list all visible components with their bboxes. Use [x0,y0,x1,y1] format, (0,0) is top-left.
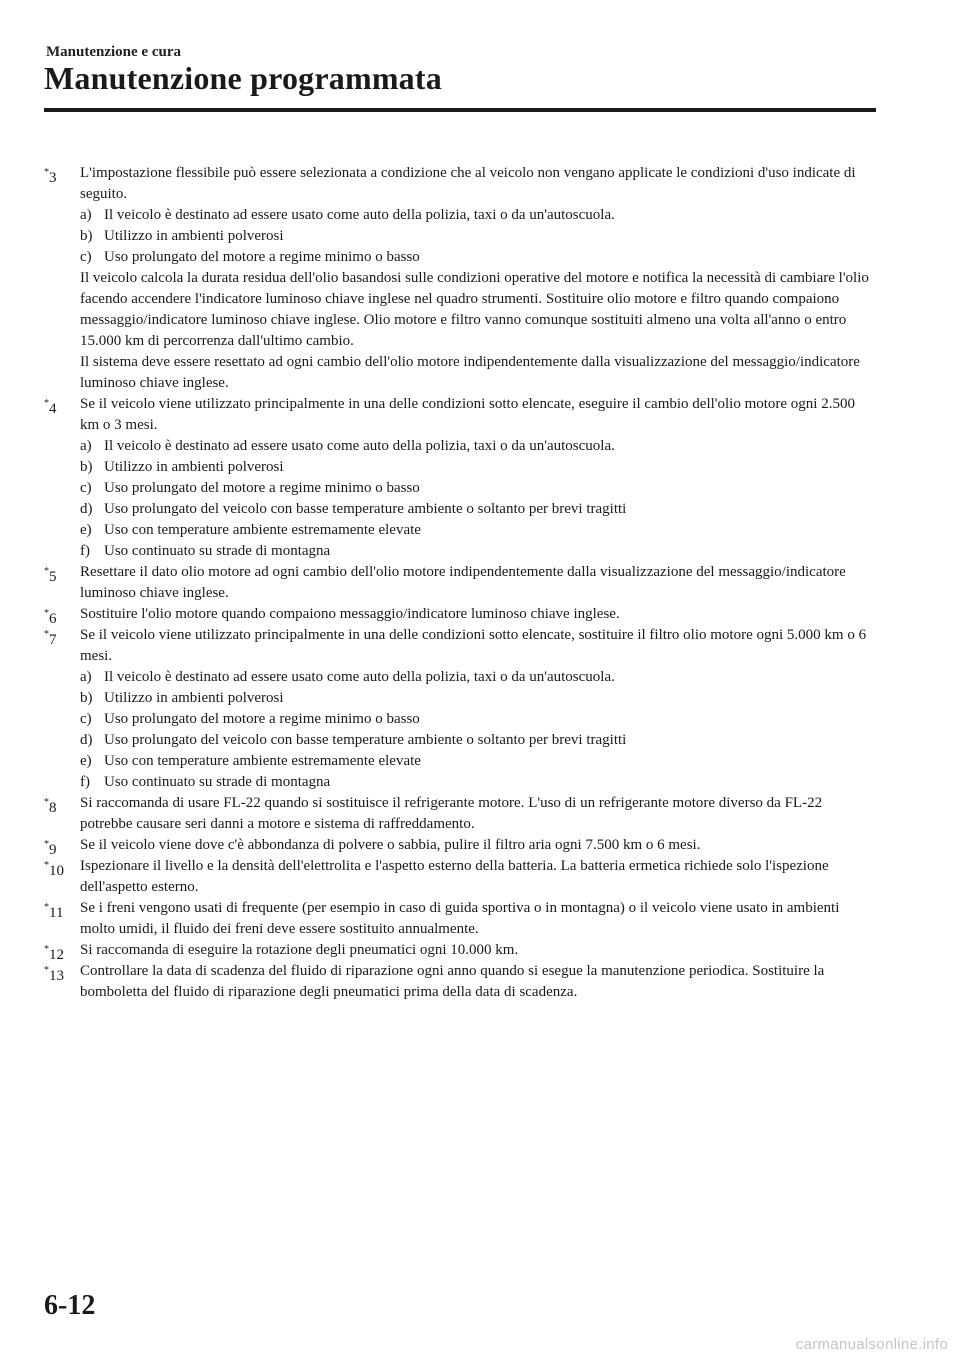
list-item-text: Utilizzo in ambienti polverosi [104,690,284,706]
footnote-paragraph: Il veicolo calcola la durata residua dell'olio basandosi sulle condizioni operative del motore e notifica la necessità di cambiare l'olio facendo accendere l'indicatore luminoso chiave inglese nel quadro strumenti. Sostituire olio motore e filtro quando compaiono messaggio/indicatore luminoso chiave inglese. Olio motore e filtro vanno comunque sostituiti almeno una volta all'anno o entro 15.000 km di percorrenza dall'ultimo cambio. [80,270,869,349]
list-item-text: Utilizzo in ambienti polverosi [104,459,284,475]
list-item [80,478,874,499]
asterisk-glyph: * [44,902,49,913]
footnote-text: Se il veicolo viene utilizzato principalmente in una delle condizioni sotto elencate, sostituire il filtro olio motore ogni 5.000 km o 6 mesi. [80,627,867,664]
footnote [44,961,874,1003]
list-item-letter: c) [80,249,92,265]
list-item [80,205,874,226]
list-item-text: Uso prolungato del motore a regime minimo o basso [104,249,420,265]
footnote-marker [44,562,57,588]
list-item-text: Uso con temperature ambiente estremamente elevate [104,522,421,538]
footnote-number: 10 [49,863,64,879]
asterisk-glyph: * [44,167,49,178]
footnote-number: 7 [49,632,57,648]
footnote-text: Se il veicolo viene utilizzato principalmente in una delle condizioni sotto elencate, eseguire il cambio dell'olio motore ogni 2.500 km o 3 mesi. [80,396,855,433]
footnote-text: Si raccomanda di eseguire la rotazione degli pneumatici ogni 10.000 km. [80,942,519,958]
list-item-text: Il veicolo è destinato ad essere usato come auto della polizia, taxi o da un'autoscuola. [104,438,615,454]
title-rule [44,108,876,112]
footnote-number: 8 [49,800,57,816]
list-item-letter: f) [80,543,90,559]
asterisk-glyph: * [44,629,49,640]
list-item-letter: a) [80,207,92,223]
list-item-letter: c) [80,711,92,727]
footnote-marker [44,856,64,882]
asterisk-glyph: * [44,860,49,871]
list-item-letter: d) [80,732,93,748]
footnote-text: Ispezionare il livello e la densità dell'elettrolita e l'aspetto esterno della batteria. La batteria ermetica richiede solo l'ispezione dell'aspetto esterno. [80,858,829,895]
list-item-text: Uso prolungato del veicolo con basse temperature ambiente o soltanto per brevi tragitti [104,501,627,517]
page-number: 6-12 [44,1290,96,1321]
footnote-marker [44,961,64,987]
footnote [44,898,874,940]
footnote-marker [44,625,57,651]
footnote-paragraph: Il sistema deve essere resettato ad ogni cambio dell'olio motore indipendentemente dalla visualizzazione del messaggio/indicatore luminoso chiave inglese. [80,354,860,391]
list-item [80,436,874,457]
list-item [80,457,874,478]
list-item [80,730,874,751]
footnote-marker [44,793,57,819]
list-item-text: Uso continuato su strade di montagna [104,774,331,790]
list-item-letter: f) [80,774,90,790]
list-item-text: Utilizzo in ambienti polverosi [104,228,284,244]
footnote-text: Se il veicolo viene dove c'è abbondanza di polvere o sabbia, pulire il filtro aria ogni 7.500 km o 6 mesi. [80,837,701,853]
list-item [80,520,874,541]
asterisk-glyph: * [44,797,49,808]
list-item-letter: c) [80,480,92,496]
footnote [44,562,874,604]
list-item [80,499,874,520]
asterisk-glyph: * [44,566,49,577]
list-item-letter: a) [80,438,92,454]
footnote [44,163,874,394]
list-item-text: Uso prolungato del veicolo con basse temperature ambiente o soltanto per brevi tragitti [104,732,627,748]
footnote [44,940,874,961]
section-label: Manutenzione e cura [46,44,181,60]
footnote [44,604,874,625]
list-item [80,688,874,709]
footnote-text: Se i freni vengono usati di frequente (per esempio in caso di guida sportiva o in montagna) o il veicolo viene usato in ambienti molto umidi, il fluido dei freni deve essere sostituito annualmente. [80,900,840,937]
list-item-text: Il veicolo è destinato ad essere usato come auto della polizia, taxi o da un'autoscuola. [104,207,615,223]
asterisk-glyph: * [44,944,49,955]
footnote-text: Si raccomanda di usare FL-22 quando si sostituisce il refrigerante motore. L'uso di un refrigerante motore diverso da FL-22 potrebbe causare seri danni a motore e sistema di raffreddamento. [80,795,823,832]
footnote-text: L'impostazione flessibile può essere selezionata a condizione che al veicolo non vengano applicate le condizioni d'uso indicate di seguito. [80,165,856,202]
list-item-letter: b) [80,690,93,706]
footnote [44,835,874,856]
footnote-marker [44,163,57,189]
asterisk-glyph: * [44,965,49,976]
list-item-text: Uso prolungato del motore a regime minimo o basso [104,480,420,496]
footnote-number: 6 [49,611,57,627]
list-item-text: Uso prolungato del motore a regime minimo o basso [104,711,420,727]
footnote [44,394,874,562]
footnote-number: 3 [49,170,57,186]
list-item-letter: b) [80,228,93,244]
footnote [44,625,874,793]
footnote [44,793,874,835]
list-item [80,667,874,688]
list-item-letter: b) [80,459,93,475]
list-item-letter: e) [80,753,92,769]
footnotes-list [44,163,874,1003]
footnote-text: Controllare la data di scadenza del fluido di riparazione ogni anno quando si esegue la manutenzione periodica. Sostituire la bomboletta del fluido di riparazione degli pneumatici prima della data di scadenza. [80,963,825,1000]
asterisk-glyph: * [44,398,49,409]
list-item-letter: e) [80,522,92,538]
footnote-marker [44,898,63,924]
list-item-text: Il veicolo è destinato ad essere usato come auto della polizia, taxi o da un'autoscuola. [104,669,615,685]
list-item-text: Uso con temperature ambiente estremamente elevate [104,753,421,769]
footnote [44,856,874,898]
footnote-text: Resettare il dato olio motore ad ogni cambio dell'olio motore indipendentemente dalla visualizzazione del messaggio/indicatore luminoso chiave inglese. [80,564,846,601]
footnote-marker [44,394,57,420]
footnote-number: 12 [49,947,64,963]
footnote-number: 9 [49,842,57,858]
list-item-text: Uso continuato su strade di montagna [104,543,331,559]
list-item [80,751,874,772]
asterisk-glyph: * [44,839,49,850]
list-item-letter: d) [80,501,93,517]
footnote-number: 11 [49,905,64,921]
watermark: carmanualsonline.info [795,1336,948,1353]
list-item [80,772,874,793]
list-item [80,709,874,730]
footnote-number: 5 [49,569,57,585]
footnote-number: 13 [49,968,64,984]
list-item [80,226,874,247]
footnote-number: 4 [49,401,57,417]
asterisk-glyph: * [44,608,49,619]
list-item [80,247,874,268]
list-item [80,541,874,562]
page-title: Manutenzione programmata [44,60,442,96]
list-item-letter: a) [80,669,92,685]
footnote-text: Sostituire l'olio motore quando compaiono messaggio/indicatore luminoso chiave inglese. [80,606,620,622]
